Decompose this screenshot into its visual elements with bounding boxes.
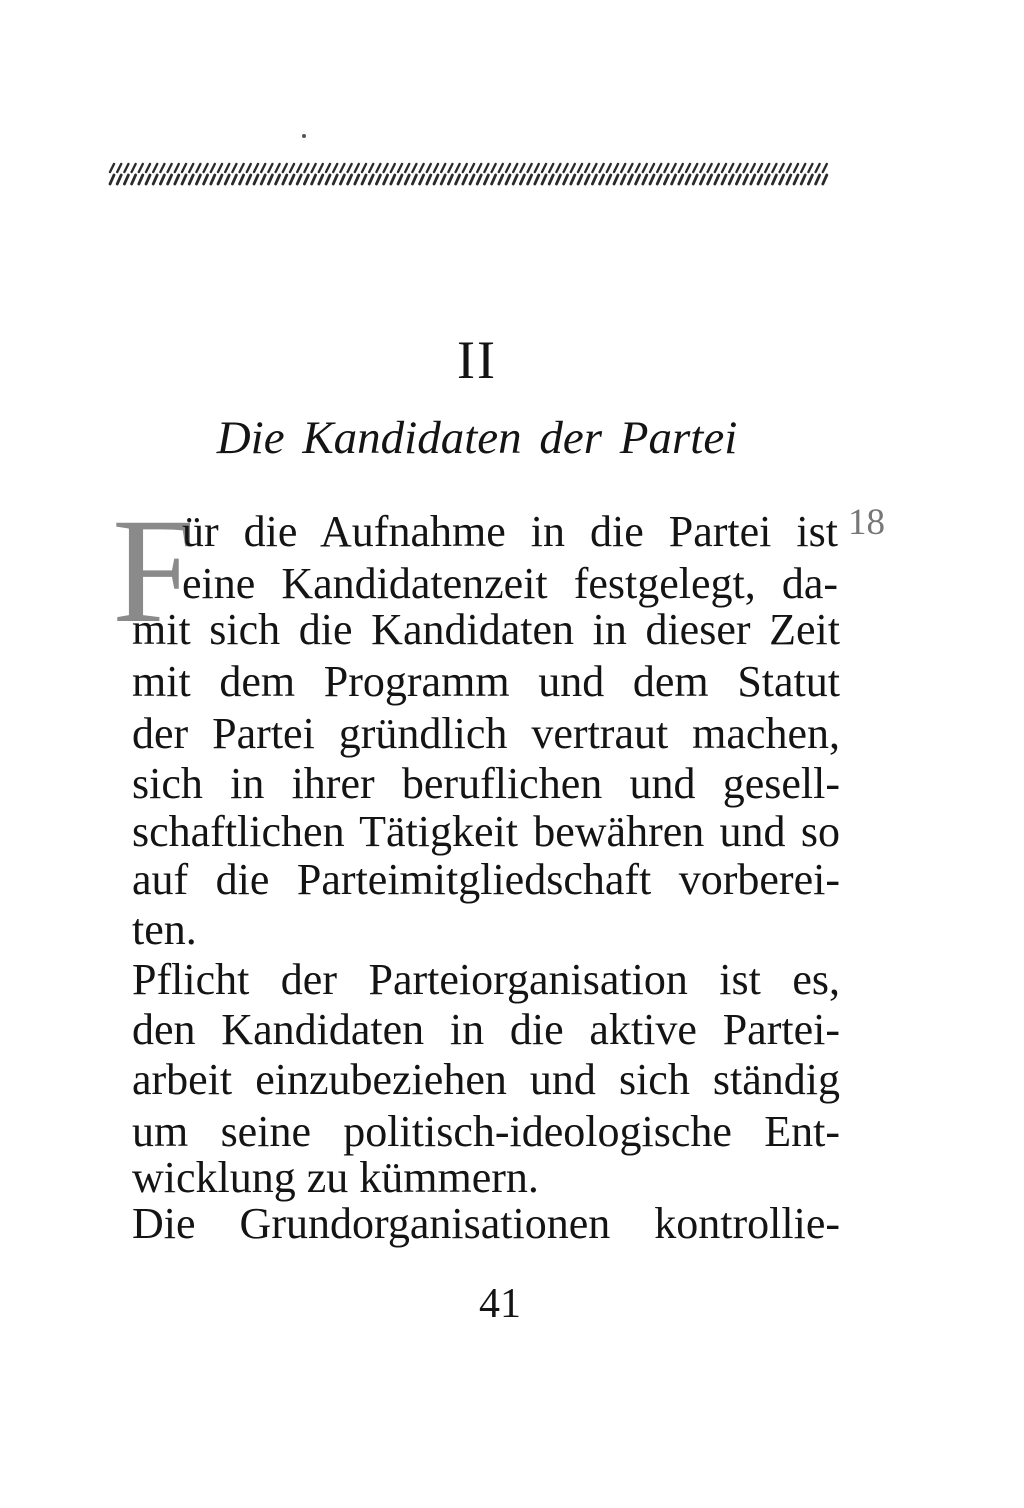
ornament-stroke: [585, 164, 589, 172]
ornament-stroke: [513, 164, 517, 172]
text-line-6: sich in ihrer beruflichen und gesell-: [132, 759, 840, 808]
ornament-stroke: [110, 175, 114, 184]
ornament-stroke: [160, 164, 164, 172]
ornament-stroke: [319, 164, 323, 172]
ornament-stroke: [643, 175, 647, 184]
ornament-stroke: [600, 164, 604, 172]
ornament-stroke: [333, 164, 337, 172]
ornament-stroke: [240, 175, 244, 184]
ornament-stroke: [542, 164, 546, 172]
ornament-stroke: [571, 175, 575, 184]
ornament-stroke: [376, 175, 380, 184]
ornament-stroke: [189, 164, 193, 172]
ornament-stroke: [600, 175, 604, 184]
ornament-stroke: [168, 164, 172, 172]
ornament-stroke: [175, 175, 179, 184]
ornament-stroke: [549, 164, 553, 172]
ornament-stroke: [780, 164, 784, 172]
ornament-stroke: [592, 175, 596, 184]
ornament-stroke: [578, 175, 582, 184]
text-line-15: Die Grundorganisationen kontrollie-: [132, 1199, 840, 1248]
ornament-stroke: [564, 164, 568, 172]
ornament-stroke: [549, 175, 553, 184]
ornament-stroke: [117, 164, 121, 172]
ornament-stroke: [146, 175, 150, 184]
ornament-stroke: [276, 164, 280, 172]
chapter-title: Die Kandidaten der Partei: [216, 412, 738, 464]
ornament-stroke: [139, 175, 143, 184]
ornament-stroke: [218, 164, 222, 172]
ornament-stroke: [204, 164, 208, 172]
ornament-stroke: [780, 175, 784, 184]
ornament-stroke: [398, 175, 402, 184]
ornament-stroke: [304, 164, 308, 172]
ornament-stroke: [816, 164, 820, 172]
page-number: 41: [479, 1281, 521, 1327]
ornament-stroke: [650, 164, 654, 172]
drop-cap-initial: F: [112, 488, 196, 654]
ornament-stroke: [664, 164, 668, 172]
text-line-1: ür die Aufnahme in die Partei ist: [182, 507, 838, 556]
ornament-stroke: [196, 175, 200, 184]
ornament-stroke: [333, 175, 337, 184]
ornament-stroke: [801, 175, 805, 184]
ornament-stroke: [729, 164, 733, 172]
ornament-stroke: [441, 175, 445, 184]
ornament-stroke: [362, 175, 366, 184]
ornament-stroke: [297, 164, 301, 172]
ornament-stroke: [427, 164, 431, 172]
ornament-stroke: [513, 175, 517, 184]
ornament-pattern: [108, 160, 830, 188]
text-line-13: um seine politisch-ideologische Ent-: [132, 1107, 840, 1156]
ornament-stroke: [607, 175, 611, 184]
ornament-stroke: [189, 175, 193, 184]
ornament-stroke: [254, 164, 258, 172]
ornament-stroke: [261, 175, 265, 184]
ornament-stroke: [117, 175, 121, 184]
ornament-stroke: [693, 175, 697, 184]
text-line-3: mit sich die Kandidaten in dieser Zeit: [132, 605, 840, 654]
ornament-stroke: [484, 175, 488, 184]
ornament-stroke: [124, 164, 128, 172]
ornament-stroke: [211, 175, 215, 184]
ornament-stroke: [132, 164, 136, 172]
ornament-stroke: [420, 175, 424, 184]
ornament-stroke: [456, 164, 460, 172]
ornament-stroke: [463, 175, 467, 184]
ornament-stroke: [218, 175, 222, 184]
ornament-stroke: [823, 164, 827, 172]
ornament-stroke: [657, 164, 661, 172]
ornament-stroke: [139, 164, 143, 172]
ornament-stroke: [520, 175, 524, 184]
ornament-stroke: [276, 175, 280, 184]
text-line-10: Pflicht der Parteiorganisation ist es,: [132, 955, 840, 1004]
ornament-stroke: [225, 164, 229, 172]
ornament-stroke: [340, 164, 344, 172]
ornament-stroke: [204, 175, 208, 184]
scan-speck: [302, 134, 306, 138]
ornament-stroke: [801, 164, 805, 172]
ornament-stroke: [182, 164, 186, 172]
ornament-stroke: [268, 175, 272, 184]
ornament-stroke: [412, 164, 416, 172]
ornament-stroke: [247, 175, 251, 184]
ornament-stroke: [708, 164, 712, 172]
ornament-stroke: [405, 175, 409, 184]
ornament-stroke: [391, 175, 395, 184]
ornament-stroke: [650, 175, 654, 184]
margin-paragraph-number: 18: [848, 502, 885, 543]
ornament-stroke: [384, 164, 388, 172]
text-line-4: mit dem Programm und dem Statut: [132, 657, 840, 706]
ornament-stroke: [794, 164, 798, 172]
chapter-number: II: [457, 330, 497, 390]
ornament-stroke: [808, 164, 812, 172]
ornament-stroke: [384, 175, 388, 184]
ornament-stroke: [168, 175, 172, 184]
ornament-stroke: [636, 175, 640, 184]
ornament-stroke: [758, 175, 762, 184]
ornament-stroke: [614, 164, 618, 172]
ornament-stroke: [772, 175, 776, 184]
ornament-stroke: [794, 175, 798, 184]
ornament-stroke: [808, 175, 812, 184]
ornament-stroke: [340, 175, 344, 184]
ornament-stroke: [312, 164, 316, 172]
ornament-stroke: [736, 175, 740, 184]
ornament-stroke: [304, 175, 308, 184]
ornament-stroke: [715, 164, 719, 172]
ornament-stroke: [528, 164, 532, 172]
ornament-stroke: [571, 164, 575, 172]
text-line-12: arbeit einzubeziehen und sich ständig: [132, 1055, 840, 1104]
ornament-stroke: [758, 164, 762, 172]
ornament-stroke: [499, 164, 503, 172]
ornament-stroke: [722, 164, 726, 172]
ornament-stroke: [463, 164, 467, 172]
ornament-stroke: [585, 175, 589, 184]
ornament-stroke: [621, 164, 625, 172]
ornament-stroke: [355, 164, 359, 172]
ornament-stroke: [225, 175, 229, 184]
text-line-8: auf die Parteimitgliedschaft vorberei-: [132, 855, 840, 904]
ornament-stroke: [124, 175, 128, 184]
ornament-stroke: [542, 175, 546, 184]
decorative-rule-ornament: [108, 160, 830, 188]
text-line-9: ten.: [132, 905, 197, 954]
ornament-stroke: [240, 164, 244, 172]
ornament-stroke: [708, 175, 712, 184]
ornament-stroke: [736, 164, 740, 172]
ornament-stroke: [729, 175, 733, 184]
ornament-stroke: [369, 164, 373, 172]
ornament-stroke: [506, 164, 510, 172]
ornament-stroke: [592, 164, 596, 172]
ornament-stroke: [664, 175, 668, 184]
ornament-stroke: [744, 164, 748, 172]
ornament-stroke: [751, 175, 755, 184]
ornament-stroke: [290, 164, 294, 172]
ornament-stroke: [535, 164, 539, 172]
ornament-stroke: [391, 164, 395, 172]
ornament-stroke: [621, 175, 625, 184]
ornament-stroke: [765, 164, 769, 172]
ornament-stroke: [470, 175, 474, 184]
ornament-stroke: [700, 175, 704, 184]
ornament-stroke: [816, 175, 820, 184]
ornament-stroke: [376, 164, 380, 172]
ornament-stroke: [492, 175, 496, 184]
ornament-stroke: [484, 164, 488, 172]
ornament-stroke: [643, 164, 647, 172]
text-line-2: eine Kandidatenzeit festgelegt, da-: [182, 559, 838, 608]
ornament-stroke: [477, 175, 481, 184]
ornament-stroke: [636, 164, 640, 172]
ornament-stroke: [744, 175, 748, 184]
ornament-stroke: [722, 175, 726, 184]
ornament-stroke: [420, 164, 424, 172]
ornament-stroke: [787, 175, 791, 184]
ornament-stroke: [686, 164, 690, 172]
ornament-stroke: [232, 164, 236, 172]
text-line-7: schaftlichen Tätigkeit bewähren und so: [132, 807, 840, 856]
ornament-stroke: [700, 164, 704, 172]
ornament-stroke: [355, 175, 359, 184]
ornament-stroke: [492, 164, 496, 172]
ornament-stroke: [268, 164, 272, 172]
ornament-stroke: [146, 164, 150, 172]
ornament-stroke: [499, 175, 503, 184]
ornament-stroke: [535, 175, 539, 184]
ornament-stroke: [715, 175, 719, 184]
ornament-stroke: [441, 164, 445, 172]
ornament-stroke: [751, 164, 755, 172]
ornament-stroke: [290, 175, 294, 184]
ornament-stroke: [412, 175, 416, 184]
ornament-stroke: [628, 175, 632, 184]
ornament-stroke: [182, 175, 186, 184]
ornament-stroke: [160, 175, 164, 184]
ornament-stroke: [283, 175, 287, 184]
ornament-stroke: [672, 164, 676, 172]
ornament-stroke: [556, 175, 560, 184]
ornament-stroke: [434, 175, 438, 184]
ornament-stroke: [261, 164, 265, 172]
ornament-stroke: [765, 175, 769, 184]
ornament-stroke: [153, 175, 157, 184]
ornament-stroke: [470, 164, 474, 172]
ornament-stroke: [211, 164, 215, 172]
ornament-stroke: [398, 164, 402, 172]
ornament-stroke: [578, 164, 582, 172]
ornament-stroke: [672, 175, 676, 184]
ornament-stroke: [628, 164, 632, 172]
ornament-stroke: [528, 175, 532, 184]
ornament-stroke: [175, 164, 179, 172]
ornament-stroke: [196, 164, 200, 172]
ornament-stroke: [247, 164, 251, 172]
ornament-stroke: [362, 164, 366, 172]
ornament-stroke: [232, 175, 236, 184]
ornament-stroke: [348, 164, 352, 172]
text-line-5: der Partei gründlich vertraut machen,: [132, 709, 840, 758]
ornament-stroke: [564, 175, 568, 184]
ornament-stroke: [506, 175, 510, 184]
text-line-11: den Kandidaten in die aktive Partei-: [132, 1005, 840, 1054]
ornament-stroke: [686, 175, 690, 184]
ornament-stroke: [614, 175, 618, 184]
ornament-stroke: [427, 175, 431, 184]
ornament-stroke: [772, 164, 776, 172]
ornament-stroke: [693, 164, 697, 172]
ornament-stroke: [477, 164, 481, 172]
ornament-stroke: [326, 175, 330, 184]
ornament-stroke: [787, 164, 791, 172]
text-line-14: wicklung zu kümmern.: [132, 1153, 539, 1202]
ornament-stroke: [434, 164, 438, 172]
ornament-stroke: [657, 175, 661, 184]
ornament-stroke: [679, 175, 683, 184]
ornament-stroke: [823, 175, 827, 184]
ornament-stroke: [405, 164, 409, 172]
ornament-stroke: [319, 175, 323, 184]
ornament-stroke: [326, 164, 330, 172]
ornament-stroke: [448, 175, 452, 184]
ornament-stroke: [110, 164, 114, 172]
ornament-stroke: [348, 175, 352, 184]
ornament-stroke: [369, 175, 373, 184]
ornament-stroke: [132, 175, 136, 184]
ornament-stroke: [283, 164, 287, 172]
ornament-stroke: [312, 175, 316, 184]
ornament-stroke: [153, 164, 157, 172]
ornament-stroke: [456, 175, 460, 184]
ornament-stroke: [297, 175, 301, 184]
ornament-stroke: [679, 164, 683, 172]
ornament-stroke: [607, 164, 611, 172]
ornament-stroke: [556, 164, 560, 172]
ornament-stroke: [520, 164, 524, 172]
ornament-stroke: [448, 164, 452, 172]
ornament-stroke: [254, 175, 258, 184]
